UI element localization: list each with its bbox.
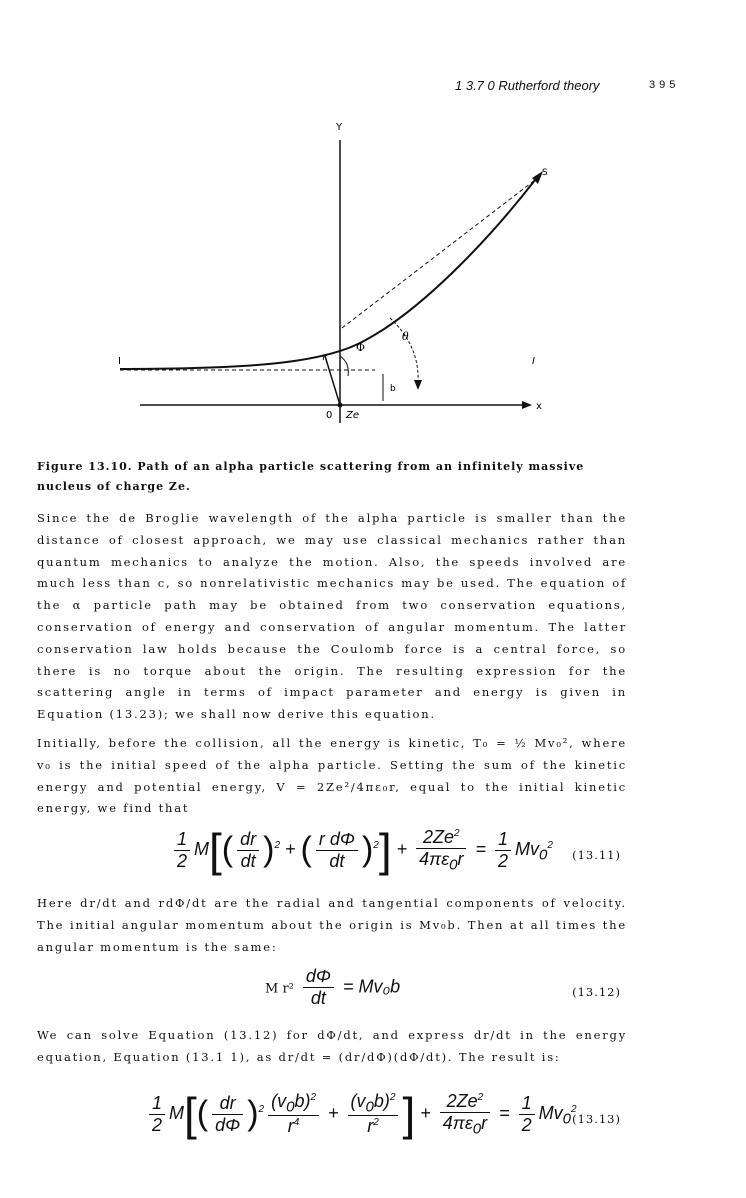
- asymptote-line: [342, 180, 535, 328]
- page-number: 395: [649, 79, 680, 91]
- paragraph-1: Since the de Broglie wavelength of the alpha particle is smaller than the distance of closest approach, we may use classical mechanics rather than quantum mechanics to analyze the motion. Also, the speeds involved are much less than c, so nonrelativistic mechanics may be used. The equation of the α particle path may be obtained from two conservation equations, conservation of energy and conservation of angular momentum. The latter conservation law holds because the Coulomb force is a central force, so there is no torque about the origin. The resulting expression for the scattering angle in terms of impact parameter and energy is given in Equation (13.23); we shall now derive this equation.: [37, 511, 627, 722]
- equation-number-13-12: (13.12): [572, 985, 621, 999]
- eq12-lhs: M r²: [265, 981, 294, 997]
- figure-caption: [37, 457, 637, 497]
- nucleus-dot: [338, 403, 343, 408]
- paragraph-4: We can solve Equation (13.12) for dΦ/dt, and express dr/dt in the energy equation, Equation (13.1 1), as dr/dt = (dr/dΦ)(dΦ/dt). The result is:: [37, 1028, 627, 1064]
- r-label: r: [322, 352, 327, 363]
- equation-13-12: M r² $\frac{d\Phi}{dt}$ = Mv₀b: [265, 966, 401, 1008]
- phi-arc: [340, 356, 348, 376]
- caption-label: Figure 13.10.: [37, 460, 133, 473]
- x-axis-arrow: [522, 401, 532, 409]
- equation-13-11: $\frac{1}{2}$ M[( $\frac{dr}{dt}$ )$^2$ + ( $\frac{\text{r dΦ}}{dt}$ )$^2$] + $\frac{2Ze^2}{4\pi\varepsilon_0r}$ = $\frac{1}{2}$ $Mv_0^2$: [170, 823, 553, 877]
- right-tick-label: I: [532, 356, 535, 367]
- nucleus-label: Ze: [346, 410, 360, 421]
- running-header-title: 1 3.7 0 Rutherford theory: [455, 78, 600, 93]
- theta-label: θ: [402, 330, 409, 343]
- phi-label: Φ: [356, 341, 366, 354]
- theta-arrow: [414, 380, 422, 390]
- caption-text: Path of an alpha particle scattering from an infinitely massive nucleus of charge Ze.: [37, 460, 585, 493]
- alpha-trajectory: [120, 180, 535, 369]
- paragraph-2: Initially, before the collision, all the energy is kinetic, T₀ = ½ Mv₀², where v₀ is the initial speed of the alpha particle. Setting the sum of the kinetic energy and potential energy, V = 2Ze²/4πε₀r, equal to the initial kinetic energy, we find that: [37, 736, 627, 816]
- r-vector: [325, 356, 340, 405]
- left-tick-label: I: [118, 356, 121, 367]
- origin-label: 0: [326, 410, 333, 421]
- scattering-figure: [100, 118, 560, 438]
- b-label: b: [390, 384, 396, 394]
- equation-number-13-13: (13.13): [572, 1112, 621, 1126]
- s-label: S: [542, 168, 548, 178]
- paragraph-3: Here dr/dt and rdΦ/dt are the radial and tangential components of velocity. The initial angular momentum about the origin is Mv₀b. Then at all times the angular momentum is the same:: [37, 896, 627, 954]
- x-axis-label: x: [536, 401, 542, 412]
- theta-arc: [390, 318, 418, 383]
- equation-number-13-11: (13.11): [572, 848, 621, 862]
- eq12-rhs: Mv₀b: [358, 976, 401, 997]
- y-axis-label: Y: [336, 122, 343, 133]
- equation-13-13: $\frac{1}{2}$ M[( $\frac{dr}{d\Phi}$ )$^2$ $\frac{(v_0b)^2}{r^4}$ + $\frac{(v_0b)^2}{r^2}$ ] + $\frac{2Ze^2}{4\pi\varepsilon_0r}$ = $\frac{1}{2}$ $Mv_0^2$: [145, 1087, 577, 1141]
